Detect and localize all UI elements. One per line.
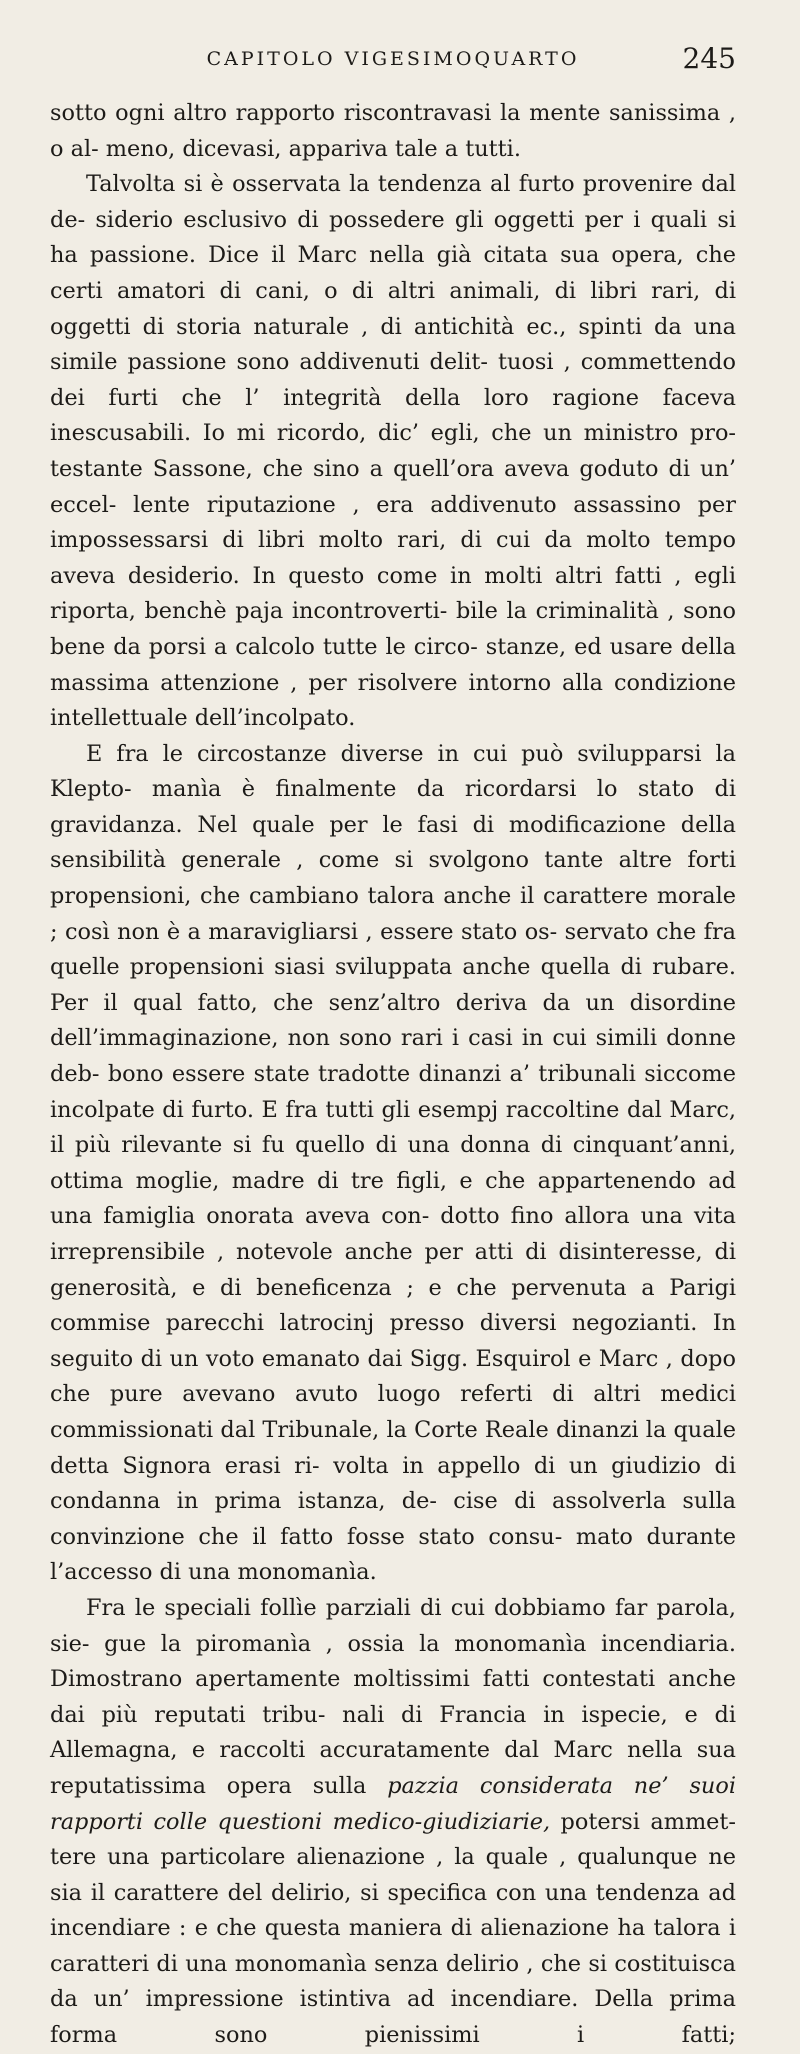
paragraph-furto-passione: Talvolta si è osservata la tendenza al furto provenire dal de- siderio esclusivo di possedere gli oggetti per i quali si ha passione. Dice il Marc nella già citata sua opera, che certi amatori di cani, o di altri animali, di libri rari, di oggetti di storia naturale , di antichità ec., spinti da una simile passione sono addivenuti delit- tuosi , commettendo dei furti che l’ integrità della loro ragione faceva inescusabili. Io mi ricordo, dic’ egli, che un ministro pro- testante Sassone, che sino a quell’ora aveva goduto di un’ eccel- lente riputazione , era addivenuto assassino per impossessarsi di libri molto rari, di cui da molto tempo aveva desiderio. In questo come in molti altri fatti , egli riporta, benchè paja incontroverti- bile la criminalità , sono bene da porsi a calcolo tutte le circo- stanze, ed usare della massima attenzione , per risolvere intorno alla condizione intellettuale dell’incolpato. <box>50 171 736 732</box>
paragraph-continued: sotto ogni altro rapporto riscontravasi la mente sanissima , o al- meno, dicevasi, appariva tale a tutti. <box>50 100 736 162</box>
chapter-title: CAPITOLO VIGESIMOQUARTO <box>206 48 580 70</box>
paragraph-text-after: potersi ammet- tere una particolare alienazione , la quale , qualunque ne sia il carattere del delirio, si specifica con una tendenza ad incendiare : e che questa maniera di alienazione ha talora i caratteri di una monomanìa senza delirio , che si costituisca da un’ impressione istintiva ad incendiare. Della prima forma sono pienissimi i fatti; <box>50 1808 736 2049</box>
book-title-italic: pazzia considerata ne’ suoi rapporti colle questioni medico-giudiziarie, <box>50 1772 736 1835</box>
body-text <box>50 96 736 2054</box>
paragraph-piromania <box>50 1591 736 2054</box>
paragraph-text-before: Fra le speciali follìe parziali di cui dobbiamo far parola, sie- gue la piromanìa , ossia la monomanìa incendiaria. Dimostrano apertamente moltissimi fatti contestati anche dai più reputati tribu- nali di Francia in ispecie, e di Allemagna, e raccolti accuratamente dal Marc nella sua reputatissima opera sulla <box>50 1594 736 1799</box>
running-head <box>50 38 736 78</box>
paragraph-gravidanza: E fra le circostanze diverse in cui può svilupparsi la Klepto- manìa è finalmente da ricordarsi lo stato di gravidanza. Nel quale per le fasi di modificazione della sensibilità generale , come si svolgono tante altre forti propensioni, che cambiano talora anche il carattere morale ; così non è a maravigliarsi , essere stato os- servato che fra quelle propensioni siasi sviluppata anche quella di rubare. Per il qual fatto, che senz’altro deriva da un disordine dell’immaginazione, non sono rari i casi in cui simili donne deb- bono essere state tradotte dinanzi a’ tribunali siccome incolpate di furto. E fra tutti gli esempj raccoltine dal Marc, il più rilevante si fu quello di una donna di cinquant’anni, ottima moglie, madre di tre figli, e che appartenendo ad una famiglia onorata aveva con- dotto fino allora una vita irreprensibile , notevole anche per atti di disinteresse, di generosità, e di beneficenza ; e che pervenuta a Parigi commise parecchi latrocinj presso diversi negozianti. In seguito di un voto emanato dai Sigg. Esquirol e Marc , dopo che pure avevano avuto luogo referti di altri medici commissionati dal Tribunale, la Corte Reale dinanzi la quale detta Signora erasi ri- volta in appello di un giudizio di condanna in prima istanza, de- cise di assolverla sulla convinzione che il fatto fosse stato consu- mato durante l’accesso di una monomanìa. <box>50 740 736 1586</box>
page-number: 245 <box>682 42 736 75</box>
